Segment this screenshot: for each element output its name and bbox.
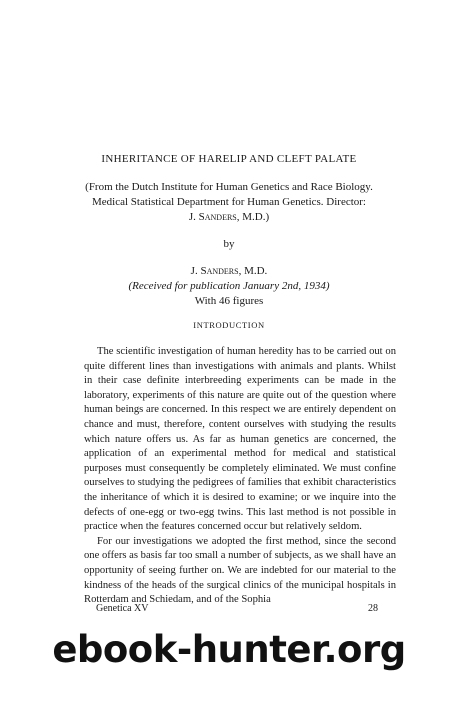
affiliation-line-2: Medical Statistical Department for Human Genetics. Director: bbox=[92, 196, 366, 208]
received-date: (Received for publication January 2nd, 1934) bbox=[128, 280, 330, 292]
by-line: by bbox=[223, 238, 235, 250]
affiliation bbox=[40, 180, 418, 225]
body-text bbox=[84, 345, 396, 608]
figure-count: With 46 figures bbox=[194, 295, 264, 307]
affiliation-line-1: (From the Dutch Institute for Human Genetics and Race Biology. bbox=[85, 181, 373, 193]
affiliation-line-3: J. Sanders, M.D.) bbox=[188, 211, 270, 223]
paper-title: INHERITANCE OF HARELIP AND CLEFT PALATE bbox=[101, 153, 357, 165]
author-block bbox=[0, 264, 458, 309]
author-name: J. Sanders, M.D. bbox=[190, 265, 268, 277]
footer-journal: Genetica XV bbox=[96, 603, 149, 614]
paragraph-1: The scientific investigation of human heredity has to be carried out on quite different lines than investigations with animals and plants. Whilst in their case definite interbreeding experiments can be made in the laboratory, experiments of this nature are quite out of the question where human beings are concerned. In this respect we are entirely dependent on chance and must, therefore, content ourselves with studying the results which nature offers us. As far as human genetics are concerned, the application of an experimental method for medical and statistical purposes must consequently be completely eliminated. We must confine ourselves to studying the pedigrees of families that exhibit characteristics the inheritance of which it is desired to examine; or we inquire into the defects of one-egg or two-egg twins. This last method is not possible in practice when the features concerned occur but relatively seldom. bbox=[84, 346, 396, 533]
watermark-text: ebook-hunter.org bbox=[52, 628, 406, 671]
section-heading: INTRODUCTION bbox=[193, 320, 265, 330]
footer-page-number: 28 bbox=[368, 603, 378, 614]
paragraph-2: For our investigations we adopted the first method, since the second one offers as basis far too small a number of subjects, as we shall have an opportunity of seeing further on. We are indebted for our material to the kindness of the heads of the surgical clinics of the municipal hospitals in Rotterdam and Schiedam, and of the Sophia bbox=[84, 535, 396, 606]
